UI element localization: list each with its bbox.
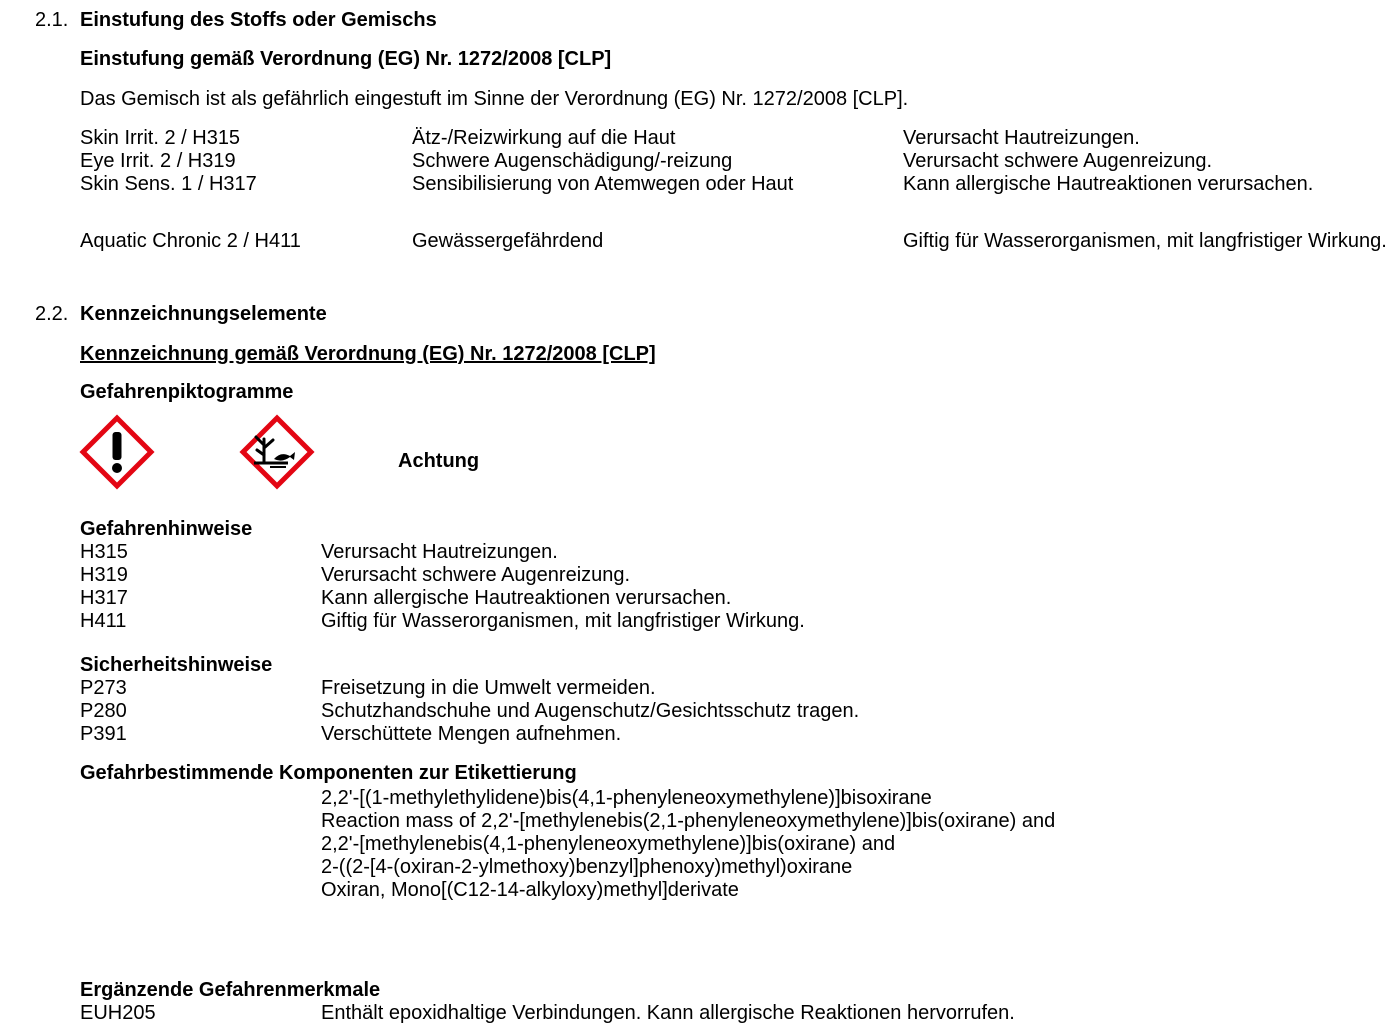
component-line: 2,2'-[(1-methylethylidene)bis(4,1-phenyleneoxymethylene)]bisoxirane — [321, 787, 932, 809]
precaution-text: Verschüttete Mengen aufnehmen. — [321, 723, 622, 745]
section-number-2-1: 2.1. — [35, 9, 69, 31]
classification-statement: Verursacht Hautreizungen. — [903, 127, 1140, 149]
hazard-statements-heading: Gefahrenhinweise — [80, 518, 253, 540]
component-line: Reaction mass of 2,2'-[methylenebis(2,1-phenyleneoxymethylene)]bis(oxirane) and — [321, 810, 1056, 832]
classification-intro: Das Gemisch ist als gefährlich eingestuft im Sinne der Verordnung (EG) Nr. 1272/2008 [CLP]. — [80, 88, 909, 110]
hazard-code: H315 — [80, 541, 128, 563]
classification-category: Sensibilisierung von Atemwegen oder Haut — [412, 173, 794, 195]
precaution-text: Schutzhandschuhe und Augenschutz/Gesichtsschutz tragen. — [321, 700, 860, 722]
hazard-code: H411 — [80, 610, 127, 632]
precautionary-statements-heading: Sicherheitshinweise — [80, 654, 273, 676]
component-line: Oxiran, Mono[(C12-14-alkyloxy)methyl]derivate — [321, 879, 739, 901]
precaution-code: P280 — [80, 700, 127, 722]
component-line: 2,2'-[methylenebis(4,1-phenyleneoxymethylene)]bis(oxirane) and — [321, 833, 896, 855]
hazard-text: Verursacht schwere Augenreizung. — [321, 564, 631, 586]
precaution-code: P273 — [80, 677, 127, 699]
classification-category: Schwere Augenschädigung/-reizung — [412, 150, 733, 172]
classification-statement: Verursacht schwere Augenreizung. — [903, 150, 1213, 172]
classification-code: Skin Sens. 1 / H317 — [80, 173, 257, 195]
classification-code: Aquatic Chronic 2 / H411 — [80, 230, 301, 252]
ghs07-exclamation-mark-icon — [80, 415, 154, 489]
hazard-text: Giftig für Wasserorganismen, mit langfristiger Wirkung. — [321, 610, 805, 632]
section-title-2-2: Kennzeichnungselemente — [80, 303, 327, 325]
classification-category: Gewässergefährdend — [412, 230, 604, 252]
pictograms-heading: Gefahrenpiktogramme — [80, 381, 294, 403]
classification-statement: Kann allergische Hautreaktionen verursachen. — [903, 173, 1314, 195]
section-title-2-1: Einstufung des Stoffs oder Gemischs — [80, 9, 437, 31]
precaution-text: Freisetzung in die Umwelt vermeiden. — [321, 677, 656, 699]
supplemental-text: Enthält epoxidhaltige Verbindungen. Kann allergische Reaktionen hervorrufen. — [321, 1002, 1015, 1024]
components-heading: Gefahrbestimmende Komponenten zur Etikettierung — [80, 762, 577, 784]
classification-category: Ätz-/Reizwirkung auf die Haut — [412, 127, 676, 149]
hazard-code: H319 — [80, 564, 128, 586]
signal-word: Achtung — [398, 450, 480, 472]
classification-code: Eye Irrit. 2 / H319 — [80, 150, 236, 172]
section-number-2-2: 2.2. — [35, 303, 69, 325]
hazard-text: Kann allergische Hautreaktionen verursachen. — [321, 587, 732, 609]
ghs09-environment-icon — [240, 415, 314, 489]
hazard-text: Verursacht Hautreizungen. — [321, 541, 558, 563]
classification-statement: Giftig für Wasserorganismen, mit langfristiger Wirkung. — [903, 230, 1387, 252]
section-subtitle-2-1: Einstufung gemäß Verordnung (EG) Nr. 1272/2008 [CLP] — [80, 48, 612, 70]
supplemental-code: EUH205 — [80, 1002, 156, 1024]
classification-code: Skin Irrit. 2 / H315 — [80, 127, 241, 149]
component-line: 2-((2-[4-(oxiran-2-ylmethoxy)benzyl]phenoxy)methyl)oxirane — [321, 856, 853, 878]
precaution-code: P391 — [80, 723, 127, 745]
supplemental-heading: Ergänzende Gefahrenmerkmale — [80, 979, 381, 1001]
section-subtitle-2-2: Kennzeichnung gemäß Verordnung (EG) Nr. 1272/2008 [CLP] — [80, 343, 656, 365]
hazard-code: H317 — [80, 587, 128, 609]
